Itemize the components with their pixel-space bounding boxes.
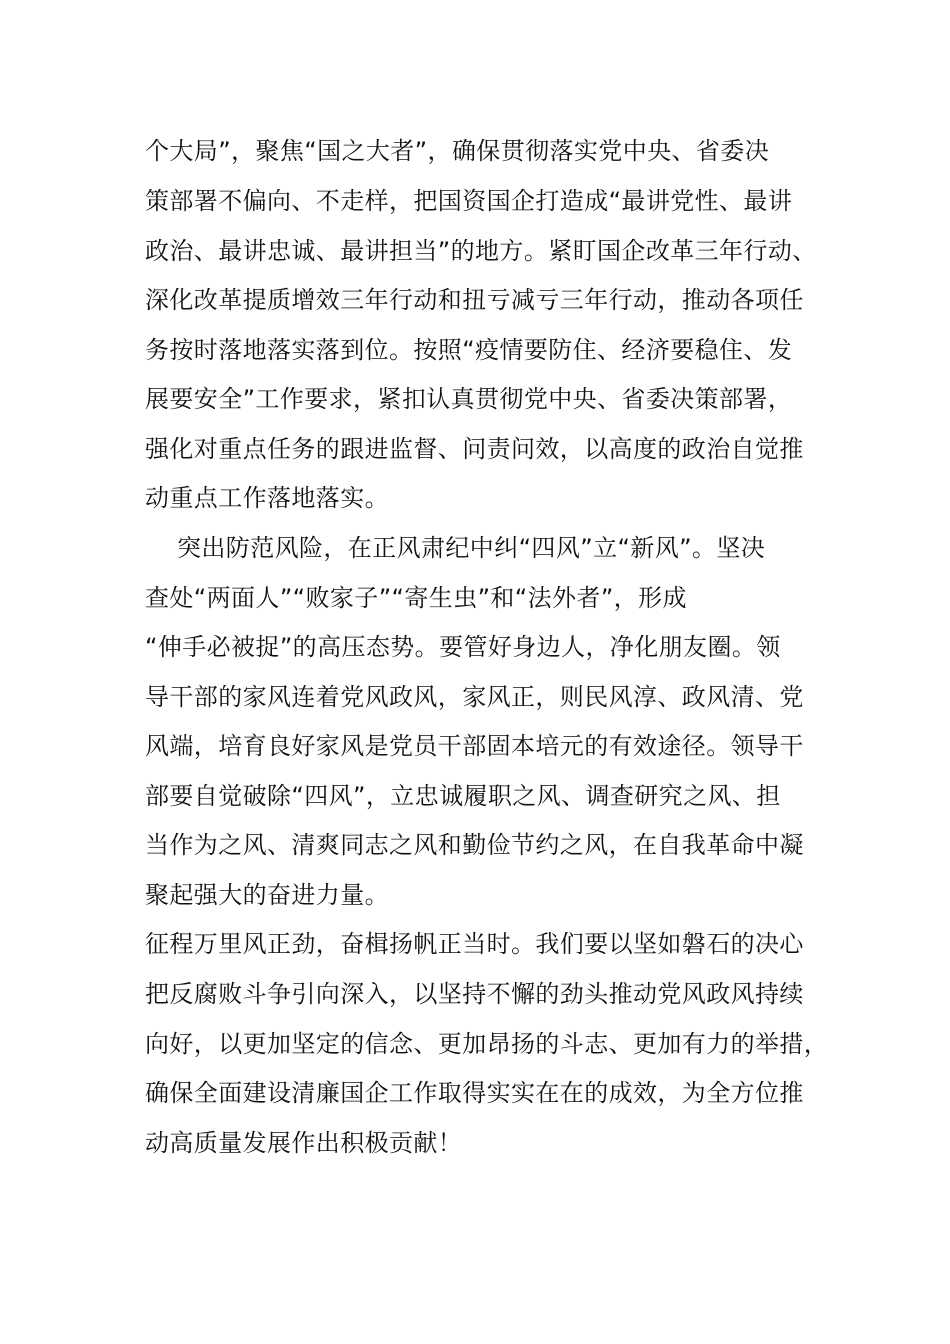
text-line: 动高质量发展作出积极贡献！: [145, 1129, 463, 1157]
text-line: 展要安全”工作要求，紧扣认真贯彻党中央、省委决策部署，: [145, 385, 793, 413]
text-line: 把反腐败斗争引向深入，以坚持不懈的劲头推动党风政风持续: [145, 980, 804, 1008]
text-line: 导干部的家风连着党风政风，家风正，则民风淳、政风清、党: [145, 683, 804, 711]
text-line: 强化对重点任务的跟进监督、问责问效，以高度的政治自觉推: [145, 435, 804, 463]
text-line: “伸手必被捉”的高压态势。要管好身边人，净化朋友圈。领: [145, 633, 781, 661]
text-line: 务按时落地落实落到位。按照“疫情要防住、经济要稳住、发: [145, 336, 793, 364]
text-line: 确保全面建设清廉国企工作取得实实在在的成效，为全方位推: [145, 1079, 804, 1107]
text-line: 深化改革提质增效三年行动和扭亏减亏三年行动，推动各项任: [145, 286, 804, 314]
text-line: 政治、最讲忠诚、最讲担当”的地方。紧盯国企改革三年行动、: [145, 237, 817, 265]
text-line: 聚起强大的奋进力量。: [145, 881, 389, 909]
text-line: 向好，以更加坚定的信念、更加昂扬的斗志、更加有力的举措，: [145, 1030, 829, 1058]
text-line: 风端，培育良好家风是党员干部固本培元的有效途径。领导干: [145, 732, 804, 760]
text-line: 当作为之风、清爽同志之风和勤俭节约之风，在自我革命中凝: [145, 831, 804, 859]
text-line: 策部署不偏向、不走样，把国资国企打造成“最讲党性、最讲: [145, 187, 793, 215]
text-line: 部要自觉破除“四风”，立忠诚履职之风、调查研究之风、担: [145, 782, 781, 810]
paragraph-first-line: 征程万里风正劲，奋楫扬帆正当时。我们要以坚如磐石的决心: [145, 930, 804, 958]
text-line: 查处“两面人”“败家子”“寄生虫”和“法外者”，形成: [145, 584, 687, 612]
text-line: 个大局”，聚焦“国之大者”，确保贯彻落实党中央、省委决: [145, 137, 770, 165]
paragraph-first-line: 突出防范风险，在正风肃纪中纠“四风”立“新风”。坚决: [177, 534, 766, 562]
text-line: 动重点工作落地落实。: [145, 484, 389, 512]
